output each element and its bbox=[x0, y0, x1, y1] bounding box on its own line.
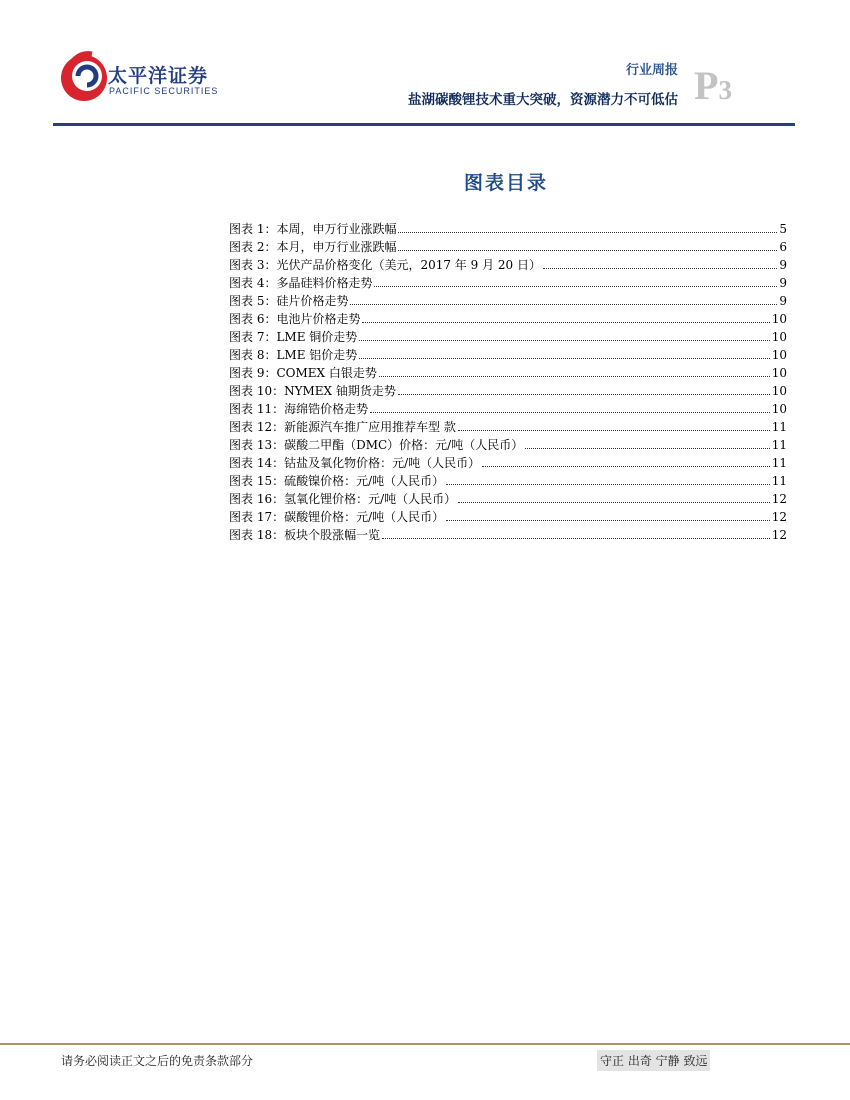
toc-entry-page: 6 bbox=[779, 240, 787, 254]
toc-dot-leader bbox=[446, 508, 770, 521]
toc-entry-label: 图表 1：本周，申万行业涨跌幅 bbox=[229, 222, 397, 236]
toc-entry[interactable] bbox=[229, 436, 787, 454]
toc-entry-page: 9 bbox=[779, 294, 787, 308]
toc-dot-leader bbox=[543, 256, 777, 269]
page-number bbox=[694, 63, 732, 108]
toc-dot-leader bbox=[398, 238, 777, 251]
logo-english-name: PACIFIC SECURITIES bbox=[109, 86, 219, 96]
toc-entry-page: 10 bbox=[771, 366, 787, 380]
toc-dot-leader bbox=[359, 328, 769, 341]
toc-dot-leader bbox=[362, 310, 769, 323]
toc-entry-page: 12 bbox=[771, 528, 787, 542]
toc-dot-leader bbox=[382, 526, 770, 539]
toc-dot-leader bbox=[458, 418, 770, 431]
toc-entry[interactable] bbox=[229, 238, 787, 256]
toc-entry-label: 图表 11：海绵锆价格走势 bbox=[229, 402, 369, 416]
toc-list bbox=[229, 220, 787, 544]
toc-entry[interactable] bbox=[229, 346, 787, 364]
toc-entry[interactable] bbox=[229, 382, 787, 400]
toc-entry-label: 图表 15：硫酸镍价格：元/吨（人民币） bbox=[229, 474, 445, 488]
logo-chinese-name: 太平洋证券 bbox=[108, 65, 209, 87]
toc-entry-page: 11 bbox=[771, 420, 787, 434]
toc-dot-leader bbox=[458, 490, 770, 503]
toc-dot-leader bbox=[398, 220, 777, 233]
report-title: 盐湖碳酸锂技术重大突破，资源潜力不可低估 bbox=[408, 92, 678, 108]
toc-entry[interactable] bbox=[229, 418, 787, 436]
toc-entry-label: 图表 13：碳酸二甲酯（DMC）价格：元/吨（人民币） bbox=[229, 438, 524, 452]
toc-dot-leader bbox=[398, 382, 770, 395]
company-logo bbox=[58, 44, 238, 112]
logo-mark-icon bbox=[58, 44, 108, 112]
toc-entry-label: 图表 4：多晶硅料价格走势 bbox=[229, 276, 373, 290]
toc-dot-leader bbox=[525, 436, 770, 449]
toc-entry-page: 11 bbox=[771, 474, 787, 488]
toc-entry-label: 图表 12：新能源汽车推广应用推荐车型 款 bbox=[229, 420, 456, 434]
footer-disclaimer-note: 请务必阅读正文之后的免责条款部分 bbox=[61, 1054, 254, 1068]
toc-entry[interactable] bbox=[229, 454, 787, 472]
toc-entry-page: 10 bbox=[771, 402, 787, 416]
toc-entry-label: 图表 9：COMEX 白银走势 bbox=[229, 366, 377, 380]
page-digit: 3 bbox=[718, 75, 732, 105]
toc-title: 图表目录 bbox=[463, 172, 548, 194]
toc-entry-label: 图表 10：NYMEX 铀期货走势 bbox=[229, 384, 396, 398]
toc-dot-leader bbox=[359, 346, 769, 359]
toc-entry-label: 图表 3：光伏产品价格变化（美元，2017 年 9 月 20 日） bbox=[229, 258, 541, 272]
header-divider bbox=[53, 123, 795, 126]
toc-entry-label: 图表 14：钴盐及氧化物价格：元/吨（人民币） bbox=[229, 456, 481, 470]
footer-motto: 守正 出奇 宁静 致远 bbox=[597, 1050, 710, 1071]
toc-entry-label: 图表 16：氢氧化锂价格：元/吨（人民币） bbox=[229, 492, 457, 506]
toc-entry[interactable] bbox=[229, 292, 787, 310]
toc-dot-leader bbox=[482, 454, 770, 467]
toc-entry[interactable] bbox=[229, 526, 787, 544]
toc-entry-label: 图表 8：LME 铝价走势 bbox=[229, 348, 358, 362]
toc-entry-label: 图表 5：硅片价格走势 bbox=[229, 294, 349, 308]
toc-dot-leader bbox=[379, 364, 770, 377]
page-header bbox=[0, 0, 850, 130]
toc-entry-page: 12 bbox=[771, 510, 787, 524]
toc-entry[interactable] bbox=[229, 256, 787, 274]
report-type: 行业周报 bbox=[625, 63, 678, 78]
toc-entry-page: 10 bbox=[771, 330, 787, 344]
toc-entry-label: 图表 17：碳酸锂价格：元/吨（人民币） bbox=[229, 510, 445, 524]
toc-entry[interactable] bbox=[229, 472, 787, 490]
toc-entry-page: 9 bbox=[779, 258, 787, 272]
toc-entry[interactable] bbox=[229, 400, 787, 418]
toc-entry[interactable] bbox=[229, 328, 787, 346]
toc-entry[interactable] bbox=[229, 364, 787, 382]
toc-dot-leader bbox=[350, 292, 777, 305]
footer-divider bbox=[0, 1043, 850, 1045]
toc-entry[interactable] bbox=[229, 220, 787, 238]
toc-entry[interactable] bbox=[229, 310, 787, 328]
toc-dot-leader bbox=[370, 400, 770, 413]
toc-dot-leader bbox=[374, 274, 777, 287]
toc-entry-page: 11 bbox=[771, 438, 787, 452]
toc-dot-leader bbox=[446, 472, 770, 485]
toc-entry-page: 10 bbox=[771, 348, 787, 362]
toc-entry-label: 图表 7：LME 铜价走势 bbox=[229, 330, 358, 344]
toc-entry[interactable] bbox=[229, 508, 787, 526]
toc-entry-page: 10 bbox=[771, 384, 787, 398]
toc-entry-page: 10 bbox=[771, 312, 787, 326]
toc-entry[interactable] bbox=[229, 490, 787, 508]
toc-entry-label: 图表 18：板块个股涨幅一览 bbox=[229, 528, 381, 542]
toc-entry[interactable] bbox=[229, 274, 787, 292]
toc-entry-page: 9 bbox=[779, 276, 787, 290]
toc-entry-page: 5 bbox=[779, 222, 787, 236]
toc-entry-label: 图表 2：本月，申万行业涨跌幅 bbox=[229, 240, 397, 254]
page-letter: P bbox=[694, 63, 719, 108]
toc-entry-page: 12 bbox=[771, 492, 787, 506]
toc-entry-page: 11 bbox=[771, 456, 787, 470]
toc-entry-label: 图表 6：电池片价格走势 bbox=[229, 312, 361, 326]
